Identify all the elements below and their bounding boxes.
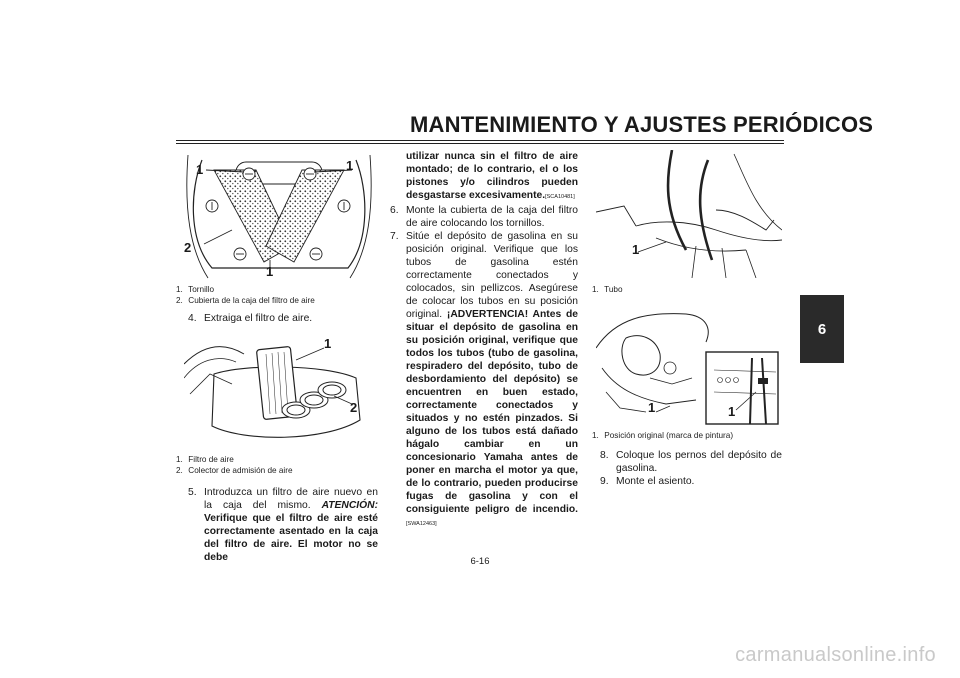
step-9: 9. Monte el asiento. <box>600 476 695 487</box>
figure-4-captions <box>592 430 782 441</box>
caption-item: 1. Tornillo <box>176 285 215 294</box>
callout-2: 2 <box>350 400 358 415</box>
figure-3-captions <box>592 284 782 295</box>
figure-original-position <box>596 308 782 426</box>
page-header-title: MANTENIMIENTO Y AJUSTES PERIÓDICOS <box>410 112 874 137</box>
chapter-tab[interactable]: 6 <box>800 295 844 363</box>
watermark: carmanualsonline.info <box>735 644 936 666</box>
callout-1-inset: 1 <box>728 404 736 419</box>
callout-1: 1 <box>324 336 332 351</box>
caption-item: 1. Filtro de aire <box>176 455 234 464</box>
callout-1: 1 <box>632 242 640 257</box>
header-rule-double <box>176 143 784 144</box>
fuel-tube-illustration <box>596 150 782 278</box>
figure-1-captions <box>176 284 376 306</box>
air-filter-illustration <box>184 334 374 446</box>
column-3-steps <box>600 449 782 488</box>
figure-2-captions <box>176 454 376 476</box>
warning-text: ¡ADVERTENCIA! Antes de situar el depósito de gasolina en su posición original, verifique que todos los tubos (tubo de gasolina, respiradero del depósito, tubo de desbordamiento del depósito) se encuentren en buen estado, correctamente conectados y situados y no estén pinzados. Si alguno de los tubos está dañado hágalo cambiar en un concesionario Yamaha antes de poner en marcha el motor ya que, de lo contrario, pueden producirse fugas de gasolina y con el consiguiente peligro de incendio. <box>406 309 578 515</box>
step-6: 6. Monte la cubierta de la caja del filtro de aire colocando los tornillos. <box>390 205 578 229</box>
callout-1-top-left: 1 <box>196 162 204 177</box>
caption-item: 2. Colector de admisión de aire <box>176 466 293 475</box>
caption-item: 1. Posición original (marca de pintura) <box>592 431 734 440</box>
callout-1-bottom: 1 <box>266 264 274 279</box>
figure-air-filter <box>184 334 374 446</box>
callout-1-main: 1 <box>648 400 656 415</box>
page-number: 6-16 <box>470 556 490 567</box>
step-8: 8. Coloque los pernos del depósito de gasolina. <box>600 450 782 474</box>
caption-item: 1. Tubo <box>592 285 623 294</box>
figure-fuel-tube <box>596 150 782 278</box>
original-position-illustration <box>596 308 782 426</box>
figure-air-filter-cover <box>184 150 374 280</box>
caption-item: 2. Cubierta de la caja del filtro de aire <box>176 296 315 305</box>
header-rule <box>176 140 784 141</box>
step-7: 7. Sitúe el depósito de gasolina en su posición original. Verifique que los tubos de gasolina estén correctamente conectados y colocados, sin pellizcos. Asegúrese de colocar los tubos en su posición original. ¡ADVERTENCIA! Antes de situar el depósito de gasolina en su posición original, verifique que todos los tubos (tubo de gasolina, respiradero del depósito, tubo de desbordamiento del depósito) se encuentren en buen estado, correctamente conectados y situados y no estén pinzados. Si alguno de los tubos está dañado hágalo cambiar en un concesionario Yamaha antes de poner en marcha el motor ya que, de lo contrario, pueden producirse fugas de gasolina y con el consiguiente peligro de incendio.[SWA12463] <box>390 231 578 527</box>
column-2-text <box>390 150 578 531</box>
callout-2: 2 <box>184 240 192 255</box>
caution-label: ATENCIÓN: <box>321 500 378 511</box>
callout-1-top-right: 1 <box>346 158 354 173</box>
caution-continuation: utilizar nunca sin el filtro de aire montado; de lo contrario, el o los pistones y/o cilindros pueden desgastarse excesivamente.[SCA10481] <box>406 151 578 201</box>
step-5: 5. Introduzca un filtro de aire nuevo en la caja del mismo. ATENCIÓN: Verifique que el filtro de aire esté correctamente asentado en la caja del filtro de aire. El motor no se debe <box>188 487 378 563</box>
step-4: 4. Extraiga el filtro de aire. <box>188 313 313 324</box>
